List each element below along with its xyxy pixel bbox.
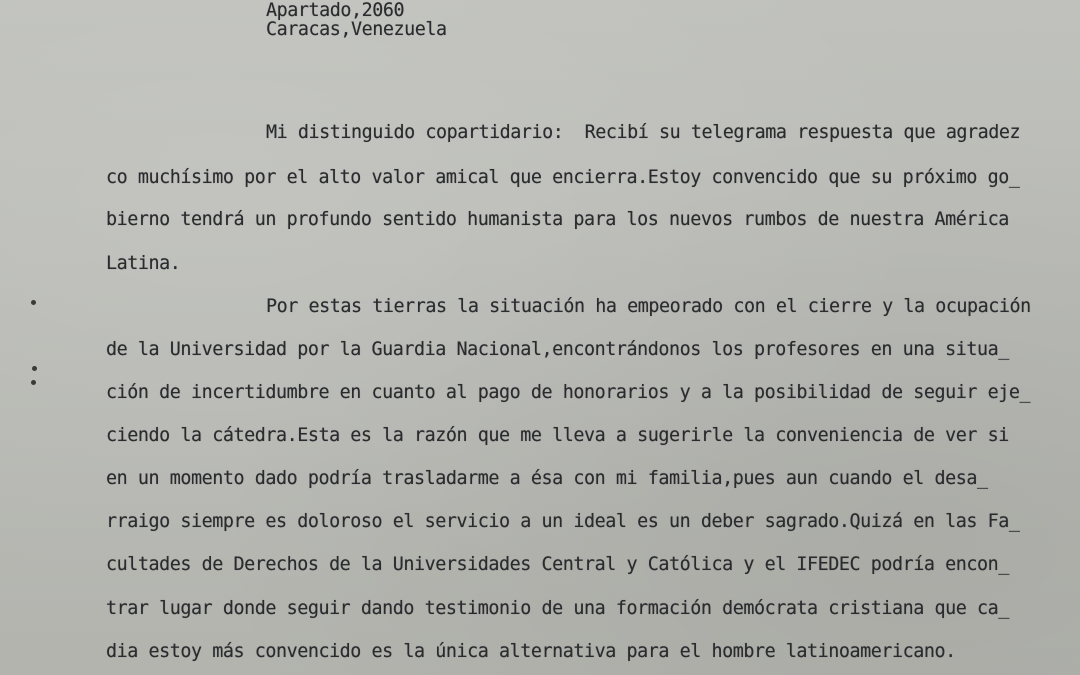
- letter-line-13: dia estoy más convencido es la única alternativa para el hombre latinoamericano.: [106, 641, 956, 662]
- letter-line-2: co muchísimo por el alto valor amical que encierra.Estoy convencido que su próximo go_: [106, 167, 1020, 188]
- letter-line-3: bierno tendrá un profundo sentido humanista para los nuevos rumbos de nuestra América: [106, 209, 1009, 230]
- letter-line-8: ciendo la cátedra.Esta es la razón que me lleva a sugerirle la conveniencia de ver si: [106, 425, 1009, 446]
- letter-line-12: trar lugar donde seguir dando testimonio de una formación demócrata cristiana que ca_: [106, 598, 1009, 619]
- letter-line-4: Latina.: [106, 253, 181, 274]
- letter-line-11: cultades de Derechos de la Universidades Central y Católica y el IFEDEC podría encon_: [106, 554, 1009, 575]
- letter-line-10: rraigo siempre es doloroso el servicio a un ideal es un deber sagrado.Quizá en las Fa_: [106, 511, 1020, 532]
- letter-line-9: en un momento dado podría trasladarme a ésa con mi familia,pues aun cuando el desa_: [106, 468, 988, 489]
- letter-line-6: de la Universidad por la Guardia Nacional,encontrándonos los profesores en una situa_: [106, 339, 1009, 360]
- letter-line-5: Por estas tierras la situación ha empeorado con el cierre y la ocupación: [266, 296, 1031, 317]
- letter-line-1: Mi distinguido copartidario: Recibí su telegrama respuesta que agradez: [266, 122, 1021, 143]
- address-line-1: Apartado,2060: [266, 0, 405, 21]
- address-line-2: Caracas,Venezuela: [266, 19, 447, 40]
- margin-dot-2: [32, 366, 37, 371]
- letter-line-7: ción de incertidumbre en cuanto al pago de honorarios y a la posibilidad de seguir eje_: [106, 382, 1031, 403]
- margin-dot-3: [31, 380, 36, 385]
- margin-dot-1: [31, 300, 36, 305]
